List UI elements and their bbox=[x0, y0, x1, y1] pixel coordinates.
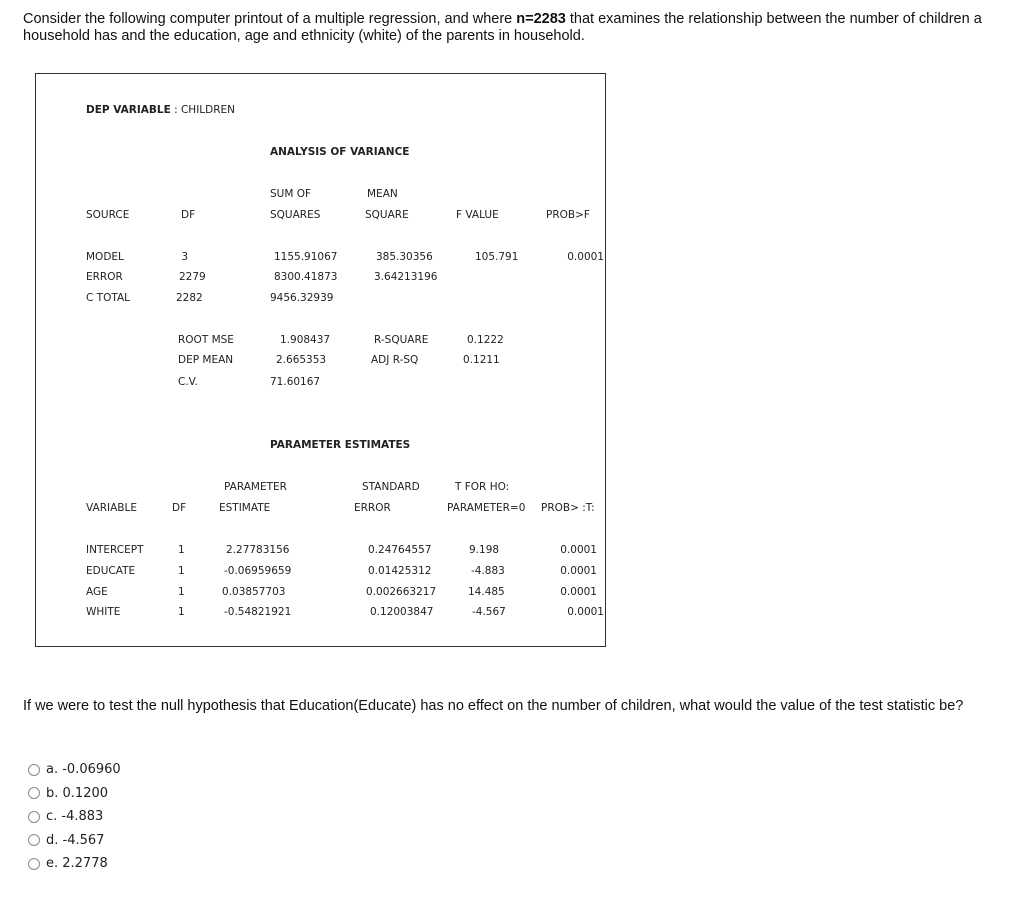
anova-row-df: 3 bbox=[181, 251, 188, 263]
answer-option-d[interactable] bbox=[28, 829, 121, 853]
answer-option-label[interactable]: c. -4.883 bbox=[46, 809, 104, 825]
anova-row-ss: 1155.91067 bbox=[274, 251, 338, 263]
param-row-p: 0.0001 bbox=[560, 586, 597, 598]
anova-header-ms-bottom: SQUARE bbox=[365, 209, 409, 221]
cv-label: C.V. bbox=[178, 376, 198, 388]
question-intro bbox=[23, 11, 1003, 45]
anova-header-p: PROB>F bbox=[546, 209, 590, 221]
anova-row-f: 105.791 bbox=[475, 251, 519, 263]
anova-row-p: 0.0001 bbox=[567, 251, 604, 263]
param-row-t: -4.567 bbox=[472, 606, 506, 618]
anova-row-ss: 9456.32939 bbox=[270, 292, 334, 304]
radio-button[interactable] bbox=[28, 858, 40, 870]
param-row-df: 1 bbox=[178, 544, 185, 556]
param-row-estimate: 0.03857703 bbox=[222, 586, 286, 598]
answer-option-label[interactable]: b. 0.1200 bbox=[46, 785, 109, 801]
anova-header-ms-top: MEAN bbox=[367, 188, 398, 200]
param-header-t-bottom: PARAMETER=0 bbox=[447, 502, 526, 514]
r-square-value: 0.1222 bbox=[467, 334, 504, 346]
sample-size: n=2283 bbox=[516, 11, 566, 27]
param-row-t: -4.883 bbox=[471, 565, 505, 577]
param-row-df: 1 bbox=[178, 565, 185, 577]
adj-r-sq-label: ADJ R-SQ bbox=[371, 354, 419, 366]
anova-row-source: MODEL bbox=[86, 251, 124, 263]
param-header-df: DF bbox=[172, 502, 187, 514]
r-square-label: R-SQUARE bbox=[374, 334, 429, 346]
param-row-se: 0.01425312 bbox=[368, 565, 432, 577]
answer-option-label[interactable]: a. -0.06960 bbox=[46, 762, 121, 778]
anova-row-ss: 8300.41873 bbox=[274, 271, 338, 283]
dep-variable bbox=[86, 104, 235, 116]
answer-option-a[interactable] bbox=[28, 758, 121, 782]
adj-r-sq-value: 0.1211 bbox=[463, 354, 500, 366]
param-row-variable: AGE bbox=[86, 586, 108, 598]
anova-header-df: DF bbox=[181, 209, 196, 221]
anova-header-f: F VALUE bbox=[456, 209, 499, 221]
anova-row-df: 2279 bbox=[179, 271, 206, 283]
anova-header-ss-bottom: SQUARES bbox=[270, 209, 321, 221]
anova-row-ms: 3.64213196 bbox=[374, 271, 438, 283]
param-row-df: 1 bbox=[178, 586, 185, 598]
intro-text-pre: Consider the following computer printout of a multiple regression, and where bbox=[23, 11, 517, 27]
radio-button[interactable] bbox=[28, 787, 40, 799]
radio-button[interactable] bbox=[28, 834, 40, 846]
root-mse-label: ROOT MSE bbox=[178, 334, 234, 346]
param-row-variable: INTERCEPT bbox=[86, 544, 144, 556]
param-row-variable: EDUCATE bbox=[86, 565, 136, 577]
param-row-p: 0.0001 bbox=[567, 606, 604, 618]
anova-row-source: ERROR bbox=[86, 271, 123, 283]
dep-mean-value: 2.665353 bbox=[276, 354, 327, 366]
param-row-se: 0.002663217 bbox=[366, 586, 437, 598]
anova-row-ms: 385.30356 bbox=[376, 251, 433, 263]
answer-option-c[interactable] bbox=[28, 805, 121, 829]
answer-options bbox=[28, 758, 121, 876]
radio-button[interactable] bbox=[28, 811, 40, 823]
param-row-t: 9.198 bbox=[469, 544, 500, 556]
param-row-t: 14.485 bbox=[468, 586, 505, 598]
answer-option-e[interactable] bbox=[28, 852, 121, 876]
answer-option-label[interactable]: e. 2.2778 bbox=[46, 856, 108, 872]
param-row-p: 0.0001 bbox=[560, 544, 597, 556]
radio-button[interactable] bbox=[28, 764, 40, 776]
param-header-p: PROB> :T: bbox=[541, 502, 595, 514]
param-row-se: 0.24764557 bbox=[368, 544, 432, 556]
intro-text-post: that examines the relationship between the number of children a household has and the education, age and ethnicity (white) of the parents in household. bbox=[23, 11, 982, 44]
root-mse-value: 1.908437 bbox=[280, 334, 331, 346]
anova-title: ANALYSIS OF VARIANCE bbox=[270, 146, 410, 158]
anova-header-ss-top: SUM OF bbox=[270, 188, 312, 200]
regression-printout bbox=[35, 73, 606, 647]
anova-header-source: SOURCE bbox=[86, 209, 130, 221]
dep-variable-value: : CHILDREN bbox=[170, 104, 236, 116]
param-row-df: 1 bbox=[178, 606, 185, 618]
anova-row-source: C TOTAL bbox=[86, 292, 130, 304]
param-title: PARAMETER ESTIMATES bbox=[270, 439, 411, 451]
param-row-estimate: -0.54821921 bbox=[224, 606, 292, 618]
param-header-t-top: T FOR HO: bbox=[455, 481, 510, 493]
cv-value: 71.60167 bbox=[270, 376, 321, 388]
param-header-se-bottom: ERROR bbox=[354, 502, 391, 514]
answer-option-b[interactable] bbox=[28, 782, 121, 806]
param-row-estimate: 2.27783156 bbox=[226, 544, 290, 556]
dep-variable-label: DEP VARIABLE bbox=[86, 104, 171, 116]
param-row-variable: WHITE bbox=[86, 606, 121, 618]
param-header-est-bottom: ESTIMATE bbox=[219, 502, 271, 514]
param-header-variable: VARIABLE bbox=[86, 502, 137, 514]
param-header-est-top: PARAMETER bbox=[224, 481, 287, 493]
answer-option-label[interactable]: d. -4.567 bbox=[46, 832, 105, 848]
anova-row-df: 2282 bbox=[176, 292, 203, 304]
param-row-se: 0.12003847 bbox=[370, 606, 434, 618]
param-row-estimate: -0.06959659 bbox=[224, 565, 292, 577]
param-header-se-top: STANDARD bbox=[362, 481, 420, 493]
param-row-p: 0.0001 bbox=[560, 565, 597, 577]
dep-mean-label: DEP MEAN bbox=[178, 354, 234, 366]
question-prompt: If we were to test the null hypothesis that Education(Educate) has no effect on the number of children, what would the value of the test statistic be? bbox=[23, 698, 964, 714]
